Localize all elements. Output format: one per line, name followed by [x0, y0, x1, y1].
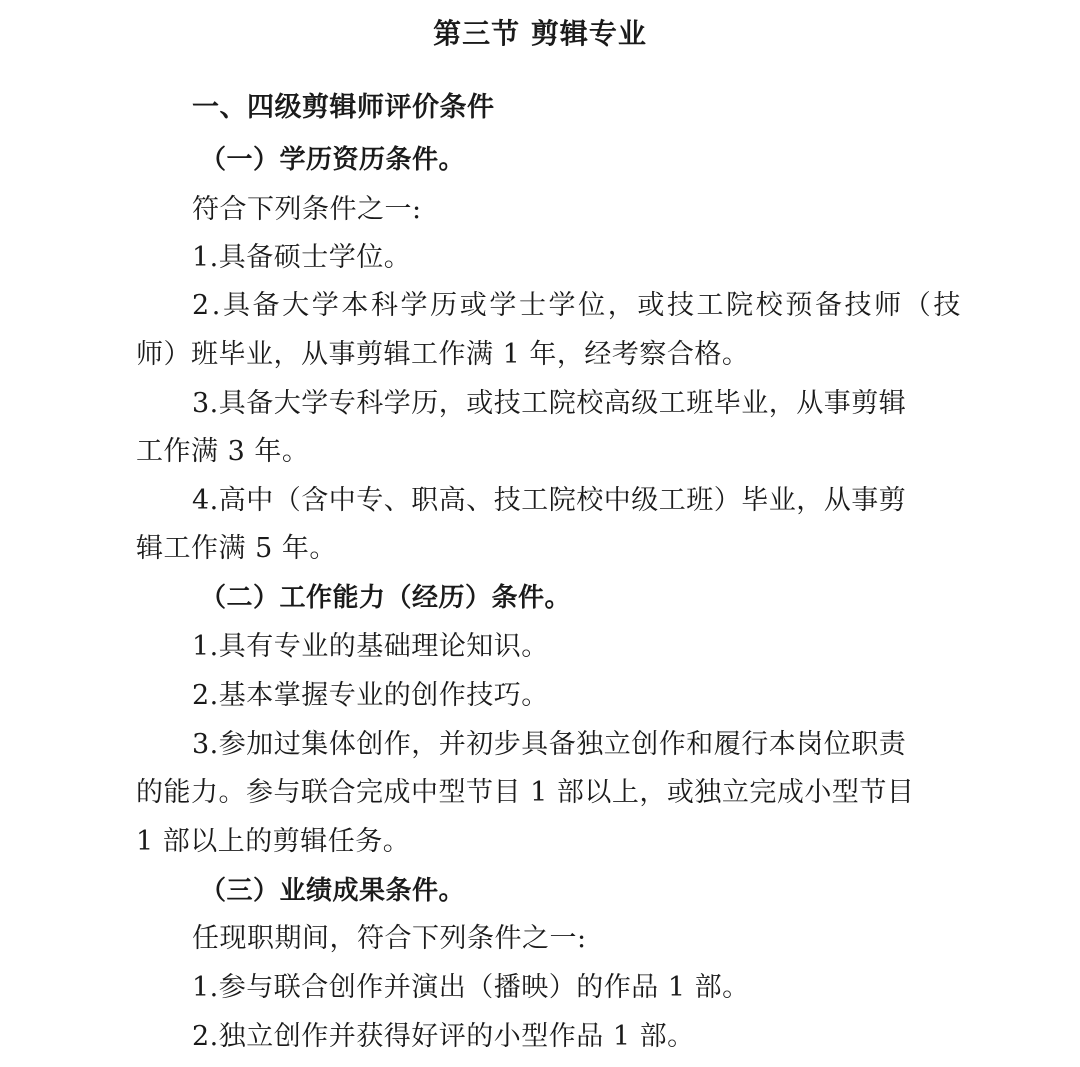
- list-item: 4.高中（含中专、职高、技工院校中级工班）毕业，从事剪: [192, 485, 907, 516]
- list-item-continuation: 辑工作满 5 年。: [136, 533, 337, 564]
- paragraph-intro: 符合下列条件之一:: [192, 194, 422, 225]
- list-item: 3.参加过集体创作，并初步具备独立创作和履行本岗位职责: [192, 729, 907, 760]
- list-item: 2.具备大学本科学历或学士学位，或技工院校预备技师（技: [192, 290, 963, 321]
- paragraph-intro: 任现职期间，符合下列条件之一:: [192, 923, 587, 954]
- section-title: 第三节 剪辑专业: [433, 17, 647, 50]
- list-item: 1.具有专业的基础理论知识。: [192, 631, 549, 662]
- list-item: 2.独立创作并获得好评的小型作品 1 部。: [192, 1021, 695, 1052]
- list-item-continuation: 1 部以上的剪辑任务。: [136, 826, 411, 857]
- list-item: 1.具备硕士学位。: [192, 242, 412, 273]
- subheading-achievements: （三）业绩成果条件。: [200, 876, 466, 906]
- list-item-continuation: 的能力。参与联合完成中型节目 1 部以上，或独立完成小型节目: [136, 777, 915, 808]
- list-item-continuation: 师）班毕业，从事剪辑工作满 1 年，经考察合格。: [136, 339, 750, 370]
- subheading-education: （一）学历资历条件。: [200, 145, 466, 175]
- subheading-work-ability: （二）工作能力（经历）条件。: [200, 583, 572, 613]
- list-item: 2.基本掌握专业的创作技巧。: [192, 680, 549, 711]
- list-item: 1.参与联合创作并演出（播映）的作品 1 部。: [192, 972, 750, 1003]
- list-item: 3.具备大学专科学历，或技工院校高级工班毕业，从事剪辑: [192, 388, 907, 419]
- heading-level-1: 一、四级剪辑师评价条件: [192, 92, 495, 123]
- list-item-continuation: 工作满 3 年。: [136, 436, 310, 467]
